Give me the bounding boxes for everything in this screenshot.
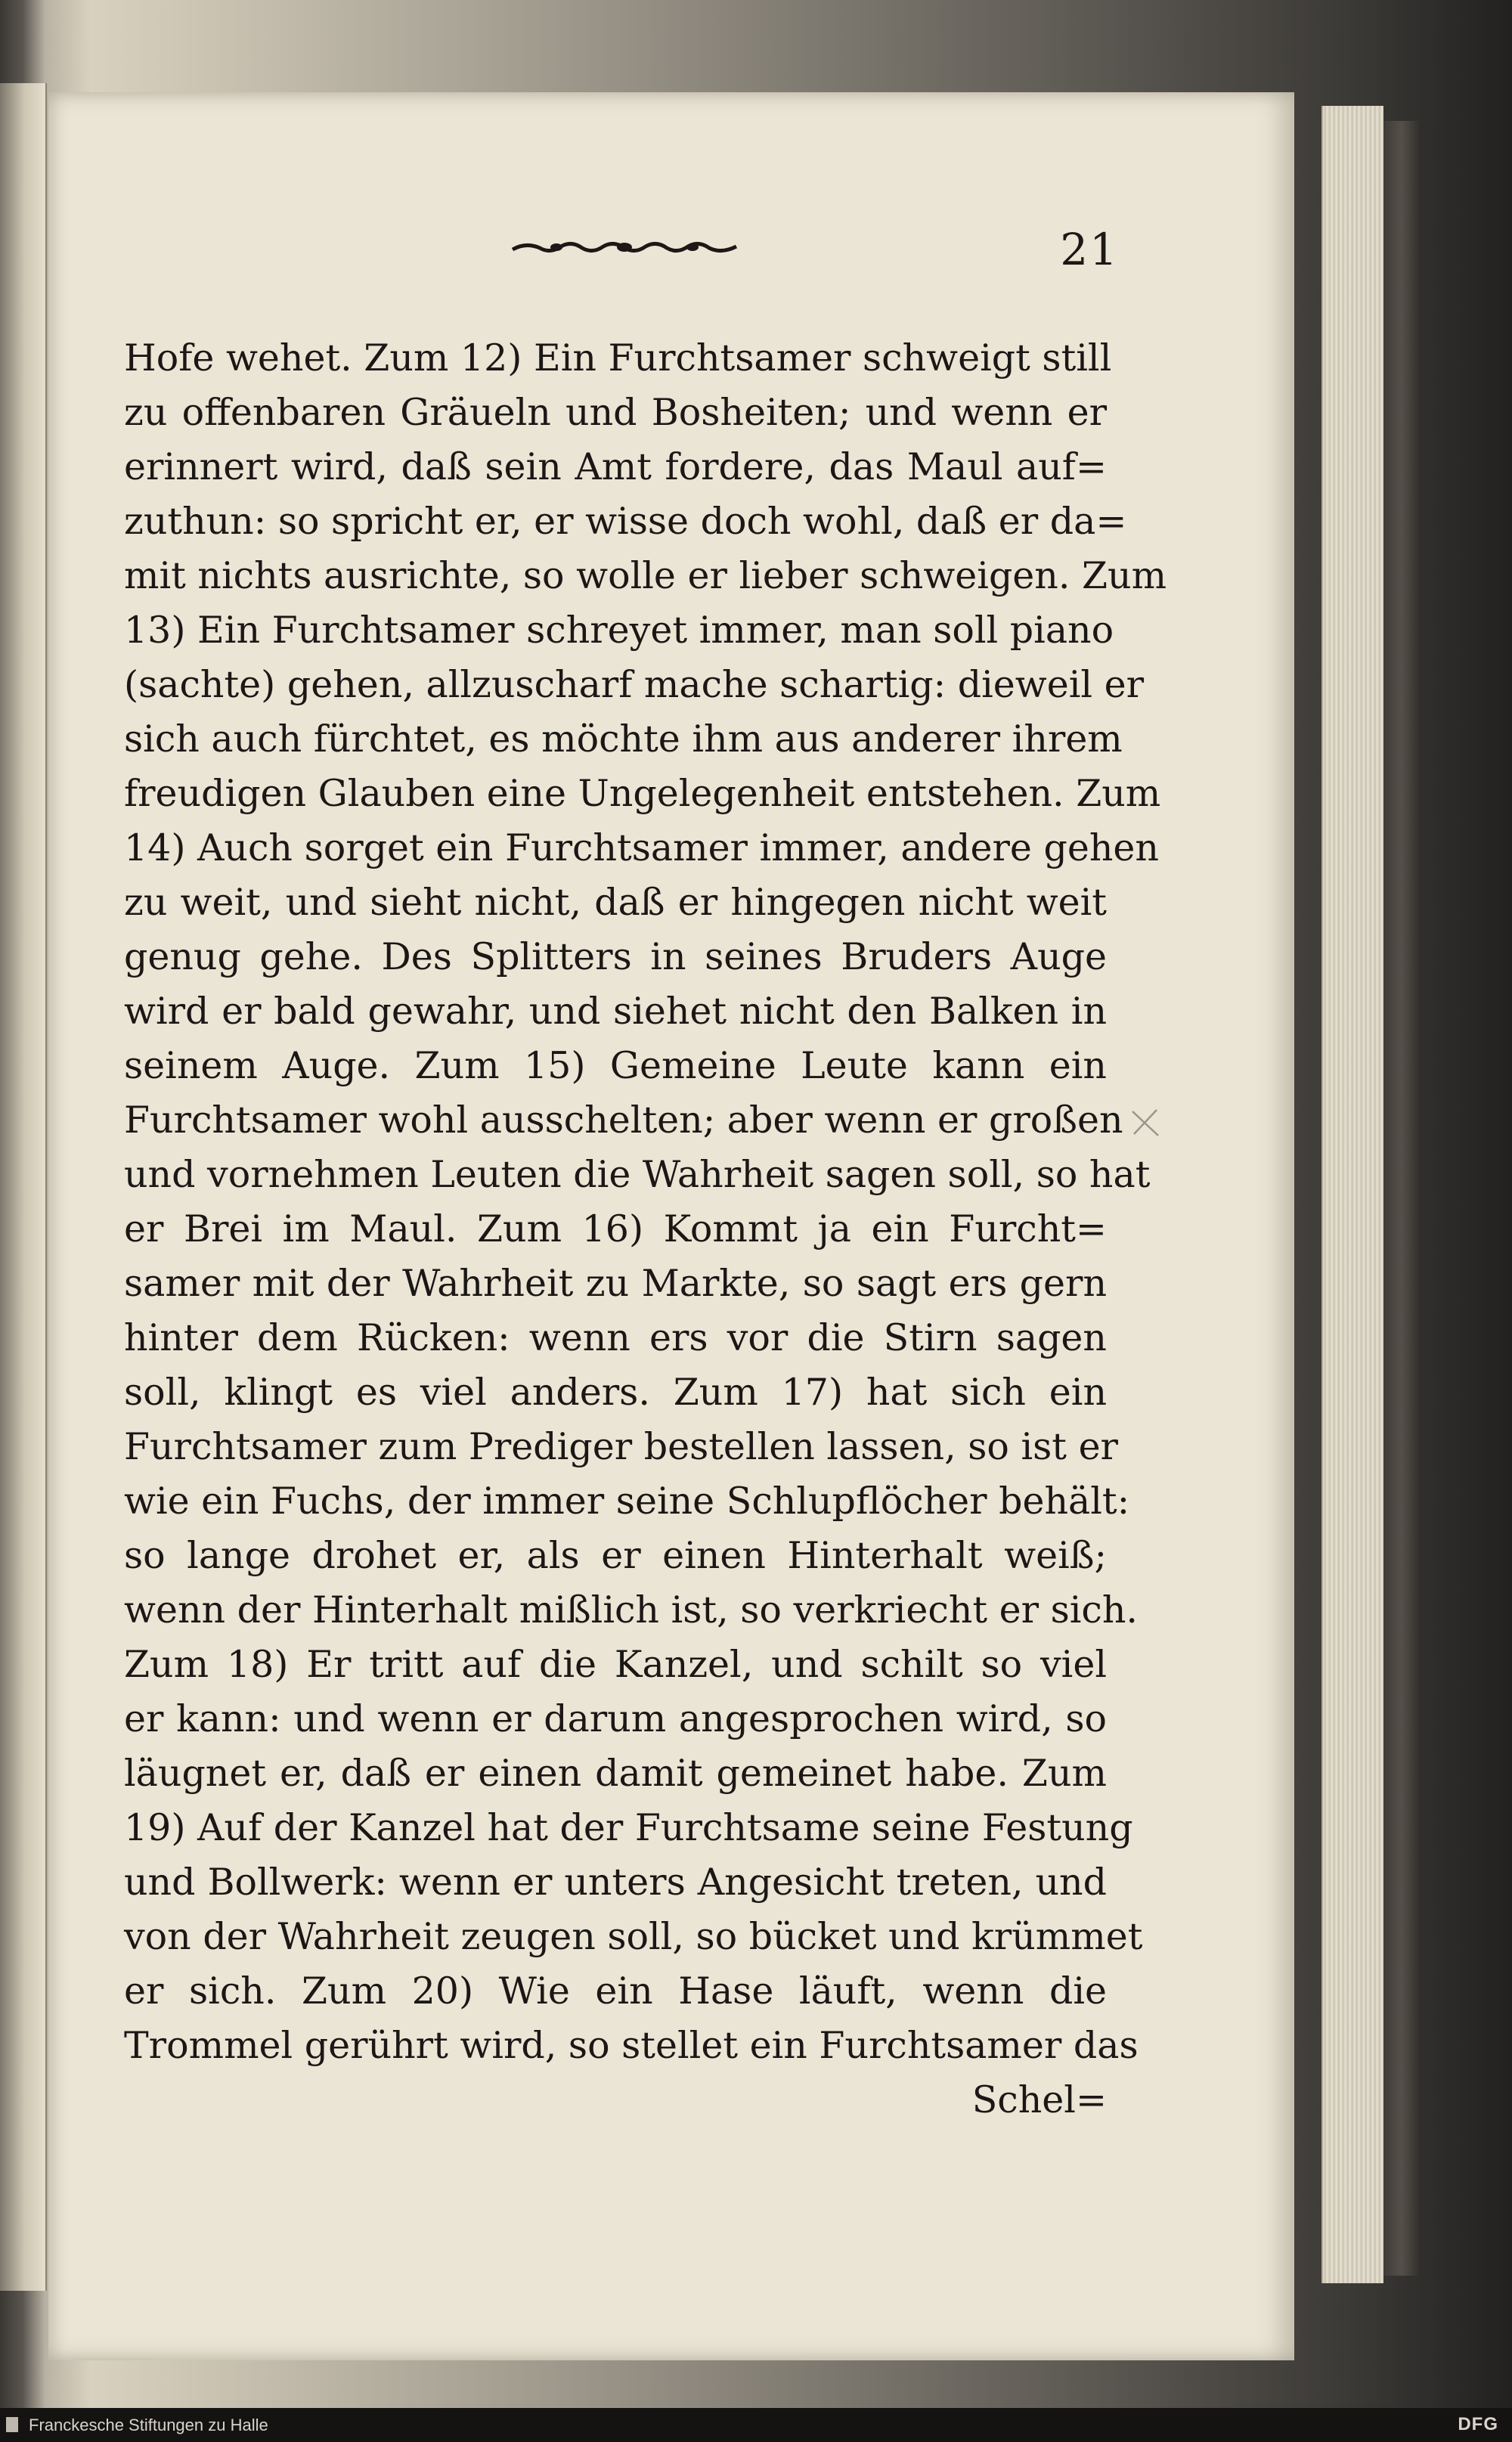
text-line: hinter dem Rücken: wenn ers vor die Stirn sagen bbox=[124, 1316, 1107, 1359]
text-line: er sich. Zum 20) Wie ein Hase läuft, wenn die bbox=[124, 1969, 1107, 2013]
text-line: Trommel gerührt wird, so stellet ein Furchtsamer das bbox=[124, 2024, 1139, 2067]
text-line: sich auch fürchtet, es möchte ihm aus anderer ihrem bbox=[124, 717, 1123, 761]
text-line: Hofe wehet. Zum 12) Ein Furchtsamer schweigt still bbox=[124, 336, 1112, 380]
text-line: seinem Auge. Zum 15) Gemeine Leute kann ein bbox=[124, 1044, 1107, 1087]
text-line: so lange drohet er, als er einen Hinterhalt weiß; bbox=[124, 1534, 1107, 1577]
ornament-rule-icon bbox=[511, 236, 738, 259]
text-line: zuthun: so spricht er, er wisse doch wohl, daß er da= bbox=[124, 500, 1127, 543]
text-line: mit nichts ausrichte, so wolle er lieber schweigen. Zum bbox=[124, 554, 1167, 597]
text-line: er kann: und wenn er darum angesprochen wird, so bbox=[124, 1697, 1107, 1740]
text-line: genug gehe. Des Splitters in seines Bruders Auge bbox=[124, 935, 1107, 978]
text-line: Zum 18) Er tritt auf die Kanzel, und schilt so viel bbox=[124, 1643, 1107, 1686]
text-line: 13) Ein Furchtsamer schreyet immer, man soll piano bbox=[124, 609, 1114, 652]
footer-institution bbox=[11, 2416, 268, 2435]
text-line: läugnet er, daß er einen damit gemeinet habe. Zum bbox=[124, 1752, 1107, 1795]
book-cover-edge bbox=[1382, 121, 1421, 2276]
text-line: Furchtsamer zum Prediger bestellen lassen, so ist er bbox=[124, 1425, 1118, 1468]
text-line: wenn der Hinterhalt mißlich ist, so verkriecht er sich. bbox=[124, 1588, 1138, 1632]
scan-footer-bar bbox=[0, 2408, 1512, 2442]
page-block-edges bbox=[1321, 106, 1383, 2283]
text-line: Furchtsamer wohl ausschelten; aber wenn er großen bbox=[124, 1099, 1123, 1142]
text-line: und Bollwerk: wenn er unters Angesicht treten, und bbox=[124, 1861, 1107, 1904]
text-line: (sachte) gehen, allzuscharf mache schartig: dieweil er bbox=[124, 663, 1145, 706]
text-line: freudigen Glauben eine Ungelegenheit entstehen. Zum bbox=[124, 772, 1161, 815]
pencil-cross-mark-icon bbox=[1126, 1104, 1164, 1142]
catchword: Schel= bbox=[971, 2078, 1107, 2121]
page-number: 21 bbox=[1060, 224, 1119, 275]
text-line: er Brei im Maul. Zum 16) Kommt ja ein Furcht= bbox=[124, 1207, 1107, 1250]
footer-dfg-logo: DFG bbox=[1458, 2414, 1498, 2434]
text-line: 19) Auf der Kanzel hat der Furchtsame seine Festung bbox=[124, 1806, 1133, 1849]
text-line: 14) Auch sorget ein Furchtsamer immer, andere gehen bbox=[124, 826, 1159, 869]
text-line: soll, klingt es viel anders. Zum 17) hat sich ein bbox=[124, 1371, 1107, 1414]
text-line: wird er bald gewahr, und siehet nicht den Balken in bbox=[124, 990, 1107, 1033]
body-text bbox=[124, 331, 1167, 2127]
text-line: zu offenbaren Gräueln und Bosheiten; und wenn er bbox=[124, 391, 1107, 434]
text-line: und vornehmen Leuten die Wahrheit sagen soll, so hat bbox=[124, 1153, 1151, 1196]
text-line: wie ein Fuchs, der immer seine Schlupflöcher behält: bbox=[124, 1480, 1130, 1523]
footer-institution-label: Franckesche Stiftungen zu Halle bbox=[29, 2416, 268, 2434]
text-line: erinnert wird, daß sein Amt fordere, das Maul auf= bbox=[124, 445, 1107, 488]
left-page-edge bbox=[0, 83, 47, 2291]
text-line: zu weit, und sieht nicht, daß er hingegen nicht weit bbox=[124, 881, 1107, 924]
text-line: samer mit der Wahrheit zu Markte, so sagt ers gern bbox=[124, 1262, 1107, 1305]
text-line: von der Wahrheit zeugen soll, so bücket und krümmet bbox=[124, 1915, 1143, 1958]
